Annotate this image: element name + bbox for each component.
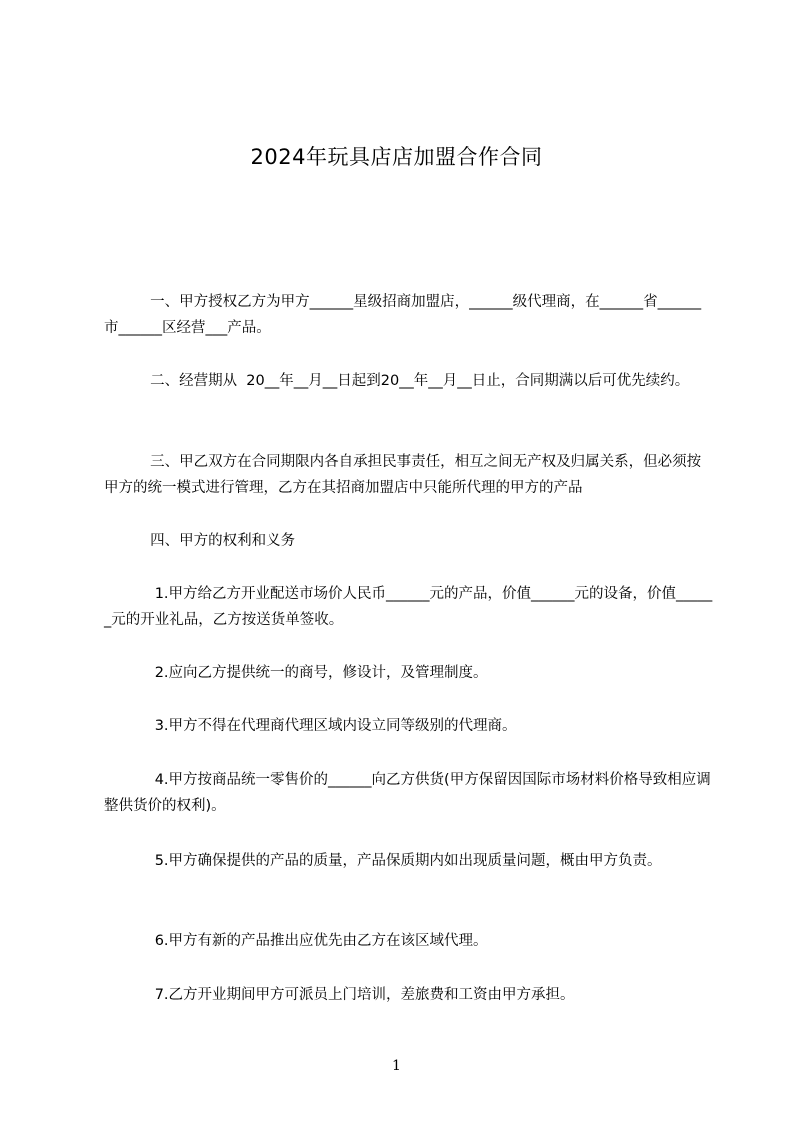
clause-4-item-3: 3.甲方不得在代理商代理区域内设立同等级别的代理商。 bbox=[104, 718, 517, 734]
clause-4-item-2: 2.应向乙方提供统一的商号，修设计，及管理制度。 bbox=[104, 665, 488, 681]
clause-4-item-7: 7.乙方开业期间甲方可派员上门培训，差旅费和工资由甲方承担。 bbox=[104, 987, 575, 1003]
clause-3: 三、甲乙双方在合同期限内各自承担民事责任，相互之间无产权及归属关系，但必须按甲方的统一模式进行管理，乙方在其招商加盟店中只能所代理的甲方的产品 bbox=[104, 454, 702, 496]
clause-4-item-5: 5.甲方确保提供的产品的质量，产品保质期内如出现质量问题，概由甲方负责。 bbox=[104, 853, 662, 869]
clause-4-item-1: 1.甲方给乙方开业配送市场价人民币______元的产品，价值______元的设备，价值______元的开业礼品，乙方按送货单签收。 bbox=[104, 586, 713, 628]
page-number: 1 bbox=[392, 1058, 401, 1074]
clause-4-item-4: 4.甲方按商品统一零售价的______向乙方供货(甲方保留因国际市场材料价格导致相应调整供货价的权利)。 bbox=[104, 772, 711, 814]
document-title: 2024年玩具店店加盟合作合同 bbox=[250, 145, 543, 169]
clause-2: 二、经营期从 20__年__月__日起到20__年__月__日止，合同期满以后可优先续约。 bbox=[104, 373, 690, 389]
clause-1: 一、甲方授权乙方为甲方______星级招商加盟店，______级代理商，在______省______市______区经营___产品。 bbox=[104, 294, 702, 336]
clause-4-heading: 四、甲方的权利和义务 bbox=[104, 533, 296, 549]
clause-4-item-6: 6.甲方有新的产品推出应优先由乙方在该区域代理。 bbox=[104, 933, 488, 949]
